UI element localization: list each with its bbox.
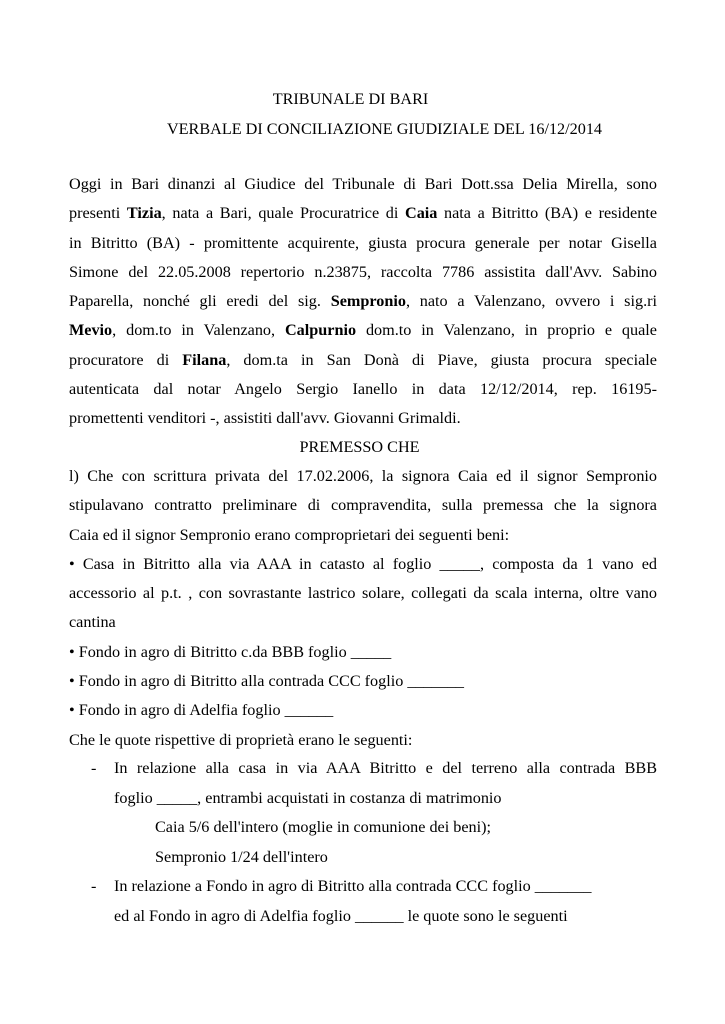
text-line: Paparella, nonché gli eredi del sig. Sempronio, nato a Valenzano, ovvero i sig.ri xyxy=(69,292,658,311)
text-line: Oggi in Bari dinanzi al Giudice del Tribunale di Bari Dott.ssa Delia Mirella, sono xyxy=(69,175,657,193)
text-line: l) Che con scrittura privata del 17.02.2006, la signora Caia ed il signor Sempronio xyxy=(69,467,657,485)
dash-marker: - xyxy=(91,759,97,777)
shares-list xyxy=(69,754,669,932)
text-line: cantina xyxy=(69,613,116,632)
party-name: Mevio xyxy=(69,321,113,340)
text-line: Caia ed il signor Sempronio erano comproprietari dei seguenti beni: xyxy=(69,525,510,544)
text-line: promettenti venditori -, assistiti dall'avv. Giovanni Grimaldi. xyxy=(69,409,461,428)
text-line: autenticata dal notar Angelo Sergio Ianello in data 12/12/2014, rep. 16195- xyxy=(69,380,657,399)
party-name: Filana xyxy=(182,350,227,369)
dash-marker: - xyxy=(91,877,97,896)
share-line: Sempronio 1/24 dell'intero xyxy=(155,847,328,866)
bullet-item: • Casa in Bitritto alla via AAA in catasto al foglio _____, composta da 1 vano ed xyxy=(69,554,657,573)
court-title: TRIBUNALE DI BARI xyxy=(272,90,429,108)
text-line: accessorio al p.t. , con sovrastante lastrico solare, collegati da scala interna, oltre vano xyxy=(69,584,657,603)
intro-paragraph xyxy=(69,170,657,434)
share-line: Caia 5/6 dell'intero (moglie in comunione dei beni); xyxy=(155,818,492,837)
party-name: Tizia xyxy=(126,204,162,223)
text-line: Mevio, dom.to in Valenzano, Calpurnio dom.to in Valenzano, in proprio e quale xyxy=(69,321,657,340)
text-line: ed al Fondo in agro di Adelfia foglio ______ le quote sono le seguenti xyxy=(114,906,568,925)
list-item xyxy=(69,754,669,872)
bullet-item: • Fondo in agro di Adelfia foglio ______ xyxy=(69,701,334,720)
list-item xyxy=(69,872,669,931)
text-line: procuratore di Filana, dom.ta in San Donà di Piave, giusta procura speciale xyxy=(69,350,657,369)
text-line: foglio _____, entrambi acquistati in costanza di matrimonio xyxy=(114,788,502,807)
text-line: Che le quote rispettive di proprietà erano le seguenti: xyxy=(69,730,413,749)
text-line: stipulavano contratto preliminare di compravendita, sulla premessa che la signora xyxy=(69,496,657,515)
party-name: Calpurnio xyxy=(284,321,357,340)
text-line: In relazione alla casa in via AAA Bitritto e del terreno alla contrada BBB xyxy=(114,759,657,777)
record-title: VERBALE DI CONCILIAZIONE GIUDIZIALE DEL 16/12/2014 xyxy=(166,120,603,138)
text-line: in Bitritto (BA) - promittente acquirente, giusta procura generale per notar Gisella xyxy=(69,233,657,252)
party-name: Caia xyxy=(405,204,438,223)
text-line: Simone del 22.05.2008 repertorio n.23875, raccolta 7786 assistita dall'Avv. Sabino xyxy=(69,262,657,281)
text-line: In relazione a Fondo in agro di Bitritto alla contrada CCC foglio _______ xyxy=(114,877,592,896)
section-heading: PREMESSO CHE xyxy=(299,438,420,456)
premises-body xyxy=(69,462,657,755)
bullet-item: • Fondo in agro di Bitritto c.da BBB foglio _____ xyxy=(69,642,392,661)
party-name: Sempronio xyxy=(330,292,406,311)
text-line: presenti Tizia, nata a Bari, quale Procuratrice di Caia nata a Bitritto (BA) e residente xyxy=(69,204,657,223)
bullet-item: • Fondo in agro di Bitritto alla contrada CCC foglio _______ xyxy=(69,672,465,691)
